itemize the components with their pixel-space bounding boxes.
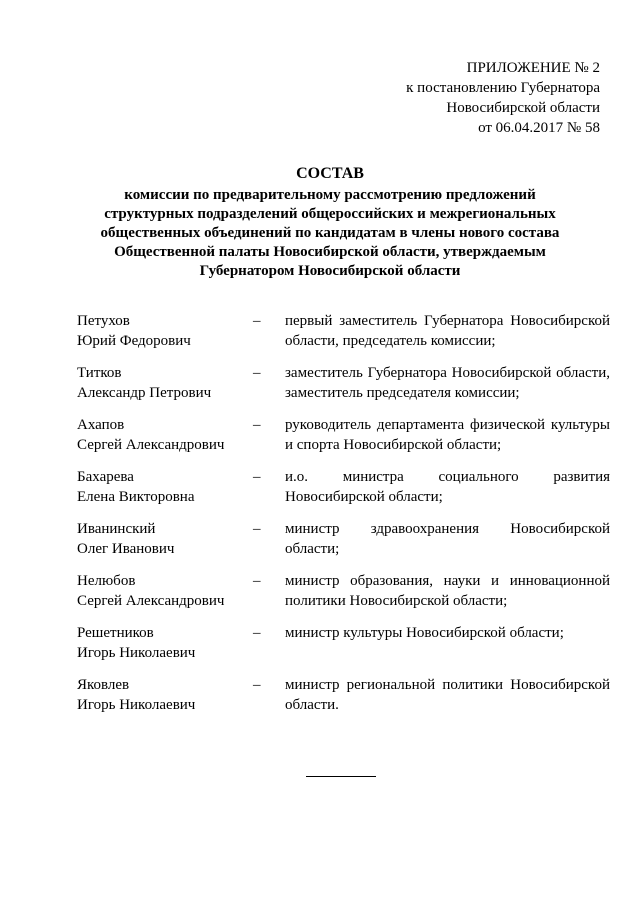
appendix-resolution: к постановлению Губернатора <box>406 80 600 96</box>
member-row <box>77 623 610 675</box>
member-surname: Решетников <box>77 625 154 641</box>
member-surname: Бахарева <box>77 469 134 485</box>
member-role: первый заместитель Губернатора Новосибирской области, председатель комиссии; <box>285 313 610 349</box>
member-name <box>77 519 253 571</box>
member-given-names: Александр Петрович <box>77 385 212 401</box>
member-given-names: Юрий Федорович <box>77 333 191 349</box>
member-given-names: Игорь Николаевич <box>77 697 196 713</box>
dash-separator: – <box>253 365 261 381</box>
member-role: министр культуры Новосибирской области; <box>285 625 564 641</box>
member-row <box>77 571 610 623</box>
closing-rule <box>306 776 376 777</box>
member-role: заместитель Губернатора Новосибирской области, заместитель председателя комиссии; <box>285 365 610 401</box>
dash-separator: – <box>253 573 261 589</box>
dash-separator: – <box>253 677 261 693</box>
member-name <box>77 311 253 363</box>
member-given-names: Елена Викторовна <box>77 489 195 505</box>
member-name <box>77 623 253 675</box>
member-row <box>77 519 610 571</box>
member-surname: Титков <box>77 365 122 381</box>
heading-line: структурных подразделений общероссийских и межрегиональных <box>104 206 556 222</box>
dash-separator: – <box>253 625 261 641</box>
member-surname: Нелюбов <box>77 573 136 589</box>
member-role: министр образования, науки и инновационной политики Новосибирской области; <box>285 573 610 609</box>
member-name <box>77 415 253 467</box>
appendix-date: от 06.04.2017 № 58 <box>478 120 600 136</box>
dash-separator: – <box>253 313 261 329</box>
member-row <box>77 675 610 727</box>
member-surname: Петухов <box>77 313 130 329</box>
member-given-names: Олег Иванович <box>77 541 175 557</box>
member-name <box>77 571 253 623</box>
heading-line: Общественной палаты Новосибирской области, утверждаемым <box>114 244 546 260</box>
member-surname: Иванинский <box>77 521 156 537</box>
heading-line: комиссии по предварительному рассмотрению предложений <box>124 187 536 203</box>
member-given-names: Игорь Николаевич <box>77 645 196 661</box>
member-role: руководитель департамента физической культуры и спорта Новосибирской области; <box>285 417 610 453</box>
member-surname: Ахапов <box>77 417 125 433</box>
member-role: министр здравоохранения Новосибирской области; <box>285 521 610 557</box>
member-given-names: Сергей Александрович <box>77 593 225 609</box>
member-row <box>77 363 610 415</box>
member-name <box>77 467 253 519</box>
member-row <box>77 311 610 363</box>
appendix-number: ПРИЛОЖЕНИЕ № 2 <box>466 60 600 76</box>
appendix-region: Новосибирской области <box>446 100 600 116</box>
heading-line: Губернатором Новосибирской области <box>199 263 461 279</box>
member-name <box>77 363 253 415</box>
member-given-names: Сергей Александрович <box>77 437 225 453</box>
member-row <box>77 467 610 519</box>
dash-separator: – <box>253 417 261 433</box>
document-title: СОСТАВ <box>296 165 364 182</box>
member-role: министр региональной политики Новосибирской области. <box>285 677 610 713</box>
dash-separator: – <box>253 521 261 537</box>
member-role: и.о. министра социального развития Новосибирской области; <box>285 469 610 505</box>
heading-line: общественных объединений по кандидатам в члены нового состава <box>100 225 560 241</box>
member-row <box>77 415 610 467</box>
document-heading <box>80 164 580 281</box>
member-name <box>77 675 253 727</box>
member-list <box>77 311 610 727</box>
dash-separator: – <box>253 469 261 485</box>
appendix-block <box>380 58 600 138</box>
member-surname: Яковлев <box>77 677 130 693</box>
